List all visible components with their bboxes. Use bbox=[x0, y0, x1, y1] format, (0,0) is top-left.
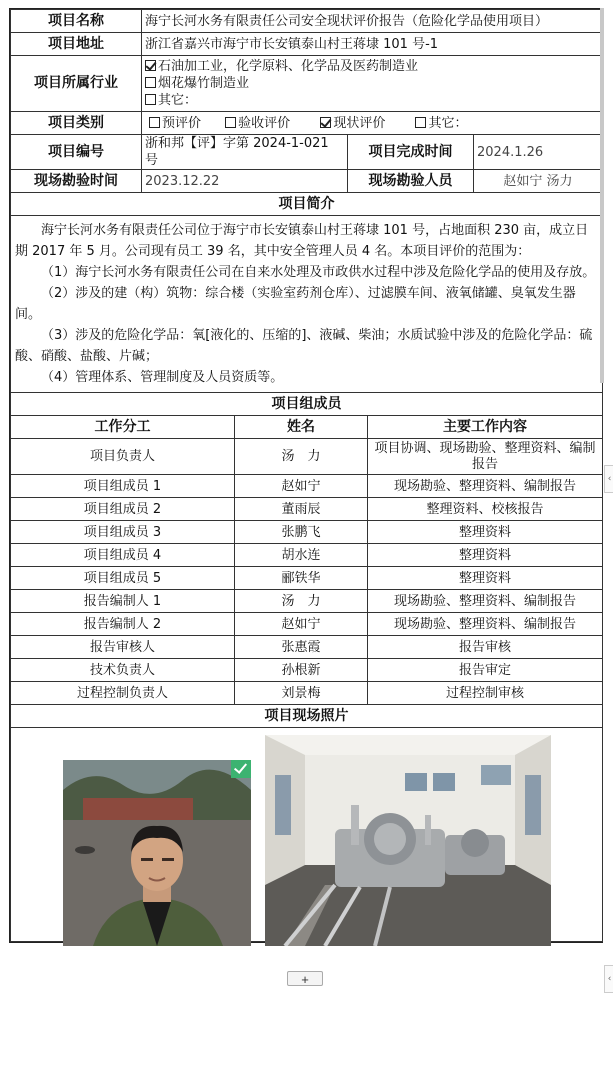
member-duty: 整理资料 bbox=[368, 521, 603, 544]
member-row bbox=[11, 567, 603, 590]
member-duty: 报告审定 bbox=[368, 659, 603, 682]
portrait-photo bbox=[63, 760, 251, 946]
members-header-name: 姓名 bbox=[235, 416, 368, 439]
add-button[interactable]: + bbox=[287, 971, 323, 986]
checkbox-icon bbox=[145, 94, 156, 105]
intro-paragraph: （2）涉及的建（构）筑物：综合楼（实验室药剂仓库）、过滤膜车间、液氧储罐、臭氧发生器间。 bbox=[15, 286, 576, 322]
member-row bbox=[11, 521, 603, 544]
portrait-photo-image bbox=[63, 760, 251, 946]
project-info-table bbox=[10, 9, 603, 393]
member-name: 董雨辰 bbox=[235, 498, 368, 521]
member-role: 技术负责人 bbox=[11, 659, 235, 682]
project-code-value: 浙和邦【评】字第 2024-1-021 号 bbox=[142, 135, 348, 170]
side-collapse-tab[interactable]: ‹ bbox=[604, 465, 613, 493]
member-duty: 现场勘验、整理资料、编制报告 bbox=[368, 475, 603, 498]
side-collapse-tab[interactable]: ‹ bbox=[604, 965, 613, 993]
member-role: 项目组成员 2 bbox=[11, 498, 235, 521]
project-name-value: 海宁长河水务有限责任公司安全现状评价报告（危险化学品使用项目） bbox=[142, 10, 603, 33]
project-address-value: 浙江省嘉兴市海宁市长安镇泰山村王蒋埭 101 号-1 bbox=[142, 33, 603, 56]
member-name: 郦铁华 bbox=[235, 567, 368, 590]
member-name: 赵如宁 bbox=[235, 613, 368, 636]
member-row bbox=[11, 439, 603, 475]
member-duty: 整理资料 bbox=[368, 544, 603, 567]
member-row bbox=[11, 659, 603, 682]
member-name: 孙根新 bbox=[235, 659, 368, 682]
project-category-options: 预评价 验收评价 现状评价 其它： bbox=[142, 112, 603, 135]
checkbox-icon bbox=[320, 117, 331, 128]
members-header-role: 工作分工 bbox=[11, 416, 235, 439]
photos-title: 项目现场照片 bbox=[11, 705, 603, 728]
member-row bbox=[11, 475, 603, 498]
checkbox-icon bbox=[149, 117, 160, 128]
survey-people-label: 现场勘验人员 bbox=[348, 170, 474, 193]
project-address-label: 项目地址 bbox=[11, 33, 142, 56]
member-role: 项目组成员 5 bbox=[11, 567, 235, 590]
member-row bbox=[11, 682, 603, 705]
member-name: 张惠霞 bbox=[235, 636, 368, 659]
member-name: 胡水连 bbox=[235, 544, 368, 567]
report-document bbox=[9, 8, 603, 943]
industry-option: 烟花爆竹制造业 bbox=[145, 75, 599, 92]
survey-people-value: 赵如宁 汤力 bbox=[474, 170, 603, 193]
members-header-duty: 主要工作内容 bbox=[368, 416, 603, 439]
member-row bbox=[11, 498, 603, 521]
member-role: 项目负责人 bbox=[11, 439, 235, 475]
member-duty: 整理资料 bbox=[368, 567, 603, 590]
member-duty: 项目协调、现场勘验、整理资料、编制报告 bbox=[368, 439, 603, 475]
check-icon bbox=[231, 760, 251, 778]
intro-content bbox=[11, 216, 603, 393]
member-duty: 现场勘验、整理资料、编制报告 bbox=[368, 590, 603, 613]
member-row bbox=[11, 613, 603, 636]
project-name-label: 项目名称 bbox=[11, 10, 142, 33]
member-name: 刘景梅 bbox=[235, 682, 368, 705]
member-name: 汤 力 bbox=[235, 439, 368, 475]
industry-option: 其它： bbox=[145, 92, 599, 109]
checkbox-icon bbox=[415, 117, 426, 128]
intro-paragraph: （1）海宁长河水务有限责任公司在自来水处理及市政供水过程中涉及危险化学品的使用及存放。 bbox=[41, 265, 596, 280]
survey-time-value: 2023.12.22 bbox=[142, 170, 348, 193]
intro-title: 项目简介 bbox=[11, 193, 603, 216]
members-table bbox=[10, 392, 603, 942]
intro-paragraph: 海宁长河水务有限责任公司位于海宁市长安镇泰山村王蒋埭 101 号，占地面积 230 亩，成立日期 2017 年 5 月。公司现有员工 39 名，其中安全管理人员 4 名。本项目评价的范围为： bbox=[15, 223, 589, 259]
member-row bbox=[11, 590, 603, 613]
complete-time-label: 项目完成时间 bbox=[348, 135, 474, 170]
checkbox-icon bbox=[145, 60, 156, 71]
member-duty: 报告审核 bbox=[368, 636, 603, 659]
member-name: 汤 力 bbox=[235, 590, 368, 613]
member-row bbox=[11, 636, 603, 659]
checkbox-icon bbox=[225, 117, 236, 128]
complete-time-value: 2024.1.26 bbox=[474, 135, 603, 170]
checkbox-icon bbox=[145, 77, 156, 88]
member-duty: 过程控制审核 bbox=[368, 682, 603, 705]
member-duty: 整理资料、校核报告 bbox=[368, 498, 603, 521]
member-role: 报告编制人 1 bbox=[11, 590, 235, 613]
photos-cell bbox=[11, 728, 603, 942]
members-title: 项目组成员 bbox=[11, 393, 603, 416]
member-duty: 现场勘验、整理资料、编制报告 bbox=[368, 613, 603, 636]
member-role: 报告编制人 2 bbox=[11, 613, 235, 636]
member-name: 张鹏飞 bbox=[235, 521, 368, 544]
member-role: 项目组成员 3 bbox=[11, 521, 235, 544]
member-role: 项目组成员 1 bbox=[11, 475, 235, 498]
industry-option: 石油加工业，化学原料、化学品及医药制造业 bbox=[145, 58, 599, 75]
project-category-label: 项目类别 bbox=[11, 112, 142, 135]
intro-paragraph: （4）管理体系、管理制度及人员资质等。 bbox=[41, 370, 284, 385]
member-name: 赵如宁 bbox=[235, 475, 368, 498]
project-code-label: 项目编号 bbox=[11, 135, 142, 170]
project-industry-options bbox=[142, 56, 603, 112]
member-role: 过程控制负责人 bbox=[11, 682, 235, 705]
member-row bbox=[11, 544, 603, 567]
survey-time-label: 现场勘验时间 bbox=[11, 170, 142, 193]
scrollbar-thumb[interactable] bbox=[600, 8, 604, 383]
site-photo bbox=[265, 735, 551, 946]
site-photo-image bbox=[265, 735, 551, 946]
intro-paragraph: （3）涉及的危险化学品：氧[液化的、压缩的]、液碱、柴油；水质试验中涉及的危险化学品：硫酸、硝酸、盐酸、片碱； bbox=[15, 328, 593, 364]
project-industry-label: 项目所属行业 bbox=[11, 56, 142, 112]
members-rows bbox=[11, 439, 603, 705]
member-role: 报告审核人 bbox=[11, 636, 235, 659]
member-role: 项目组成员 4 bbox=[11, 544, 235, 567]
